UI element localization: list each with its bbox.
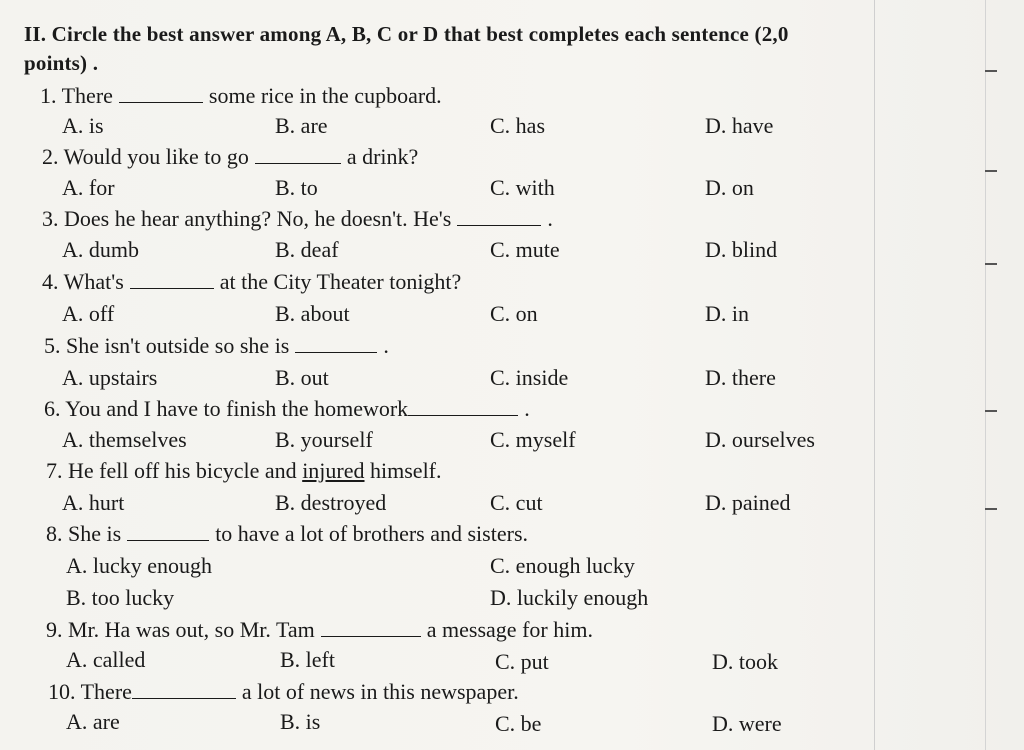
question-number: 2. [42,144,59,169]
question-text-before: She is [68,521,122,546]
edge-tick [985,70,997,72]
edge-tick [985,410,997,412]
question-number: 5. [44,333,61,358]
option-a[interactable]: A. hurt [62,490,125,515]
option-c[interactable]: C. inside [490,365,569,390]
option-d[interactable]: D. on [705,175,754,200]
question-text-before: There [80,679,132,704]
option-d[interactable]: D. luckily enough [490,585,649,610]
question-text-after: a lot of news in this newspaper. [241,679,519,704]
option-b[interactable]: B. out [275,365,329,390]
answer-blank[interactable] [132,678,236,699]
option-b[interactable]: B. too lucky [66,585,175,610]
question-6 [44,395,530,423]
question-text-after: himself. [370,458,442,483]
option-c[interactable]: C. myself [490,427,576,452]
question-1 [40,82,442,110]
answer-blank[interactable] [321,616,421,637]
question-text-after: . [383,333,389,358]
option-a[interactable]: A. called [66,647,146,672]
question-number: 3. [42,206,59,231]
option-d[interactable]: D. ourselves [705,427,815,452]
answer-blank[interactable] [127,520,209,541]
answer-blank[interactable] [119,82,203,103]
option-b[interactable]: B. deaf [275,237,339,262]
question-text-before: She isn't outside so she is [66,333,290,358]
option-b[interactable]: B. are [275,113,328,138]
option-c[interactable]: C. cut [490,490,543,515]
question-9 [46,616,593,644]
option-a[interactable]: A. upstairs [62,365,158,390]
option-d[interactable]: D. were [712,711,782,736]
option-b[interactable]: B. to [275,175,318,200]
question-number: 9. [46,617,63,642]
option-a[interactable]: A. dumb [62,237,139,262]
question-text-before: Does he hear anything? No, he doesn't. He's [64,206,452,231]
question-text-before: There [61,83,113,108]
option-a[interactable]: A. for [62,175,115,200]
option-d[interactable]: D. pained [705,490,791,515]
question-5 [44,332,389,360]
page-edge-line [874,0,875,750]
answer-blank[interactable] [130,268,214,289]
question-number: 6. [44,396,61,421]
question-text-after: a message for him. [426,617,593,642]
question-2 [42,143,418,171]
option-d[interactable]: D. blind [705,237,778,262]
underlined-word: injured [302,458,365,483]
option-c[interactable]: C. has [490,113,545,138]
question-number: 4. [42,269,59,294]
option-a[interactable]: A. themselves [62,427,187,452]
option-a[interactable]: A. lucky enough [66,553,213,578]
question-7 [46,457,442,485]
option-c[interactable]: C. on [490,301,538,326]
question-text-before: Mr. Ha was out, so Mr. Tam [68,617,315,642]
answer-blank[interactable] [295,332,377,353]
question-number: 8. [46,521,63,546]
question-8 [46,520,528,548]
question-3 [42,205,553,233]
question-text-after: at the City Theater tonight? [219,269,462,294]
option-d[interactable]: D. took [712,649,778,674]
option-d[interactable]: D. in [705,301,749,326]
question-text-after: to have a lot of brothers and sisters. [215,521,528,546]
page-edge-line [985,0,986,750]
question-text-before: You and I have to finish the homework [65,396,409,421]
question-4 [42,268,461,296]
option-a[interactable]: A. off [62,301,115,326]
question-number: 10. [48,679,76,704]
answer-blank[interactable] [457,205,541,226]
question-text-after: some rice in the cupboard. [208,83,442,108]
option-c[interactable]: C. be [495,711,542,736]
option-c[interactable]: C. mute [490,237,560,262]
question-text-before: Would you like to go [63,144,249,169]
question-10 [48,678,519,706]
edge-tick [985,263,997,265]
question-text-after: . [547,206,553,231]
option-c[interactable]: C. enough lucky [490,553,635,578]
option-b[interactable]: B. left [280,647,335,672]
option-b[interactable]: B. about [275,301,350,326]
section-heading: II. Circle the best answer among A, B, C or D that best completes each sentence (2,0 points) . [24,22,789,75]
question-text-after: a drink? [346,144,419,169]
question-number: 7. [46,458,63,483]
edge-tick [985,508,997,510]
question-text-before: What's [63,269,124,294]
option-c[interactable]: C. put [495,649,549,674]
option-a[interactable]: A. are [66,709,120,734]
question-text-before: He fell off his bicycle and [68,458,297,483]
option-a[interactable]: A. is [62,113,104,138]
option-d[interactable]: D. there [705,365,776,390]
answer-blank[interactable] [255,143,341,164]
question-text-after: . [524,396,530,421]
option-b[interactable]: B. is [280,709,321,734]
option-c[interactable]: C. with [490,175,555,200]
question-number: 1. [40,83,57,108]
edge-tick [985,170,997,172]
answer-blank[interactable] [408,395,518,416]
option-b[interactable]: B. destroyed [275,490,387,515]
option-b[interactable]: B. yourself [275,427,373,452]
option-d[interactable]: D. have [705,113,774,138]
